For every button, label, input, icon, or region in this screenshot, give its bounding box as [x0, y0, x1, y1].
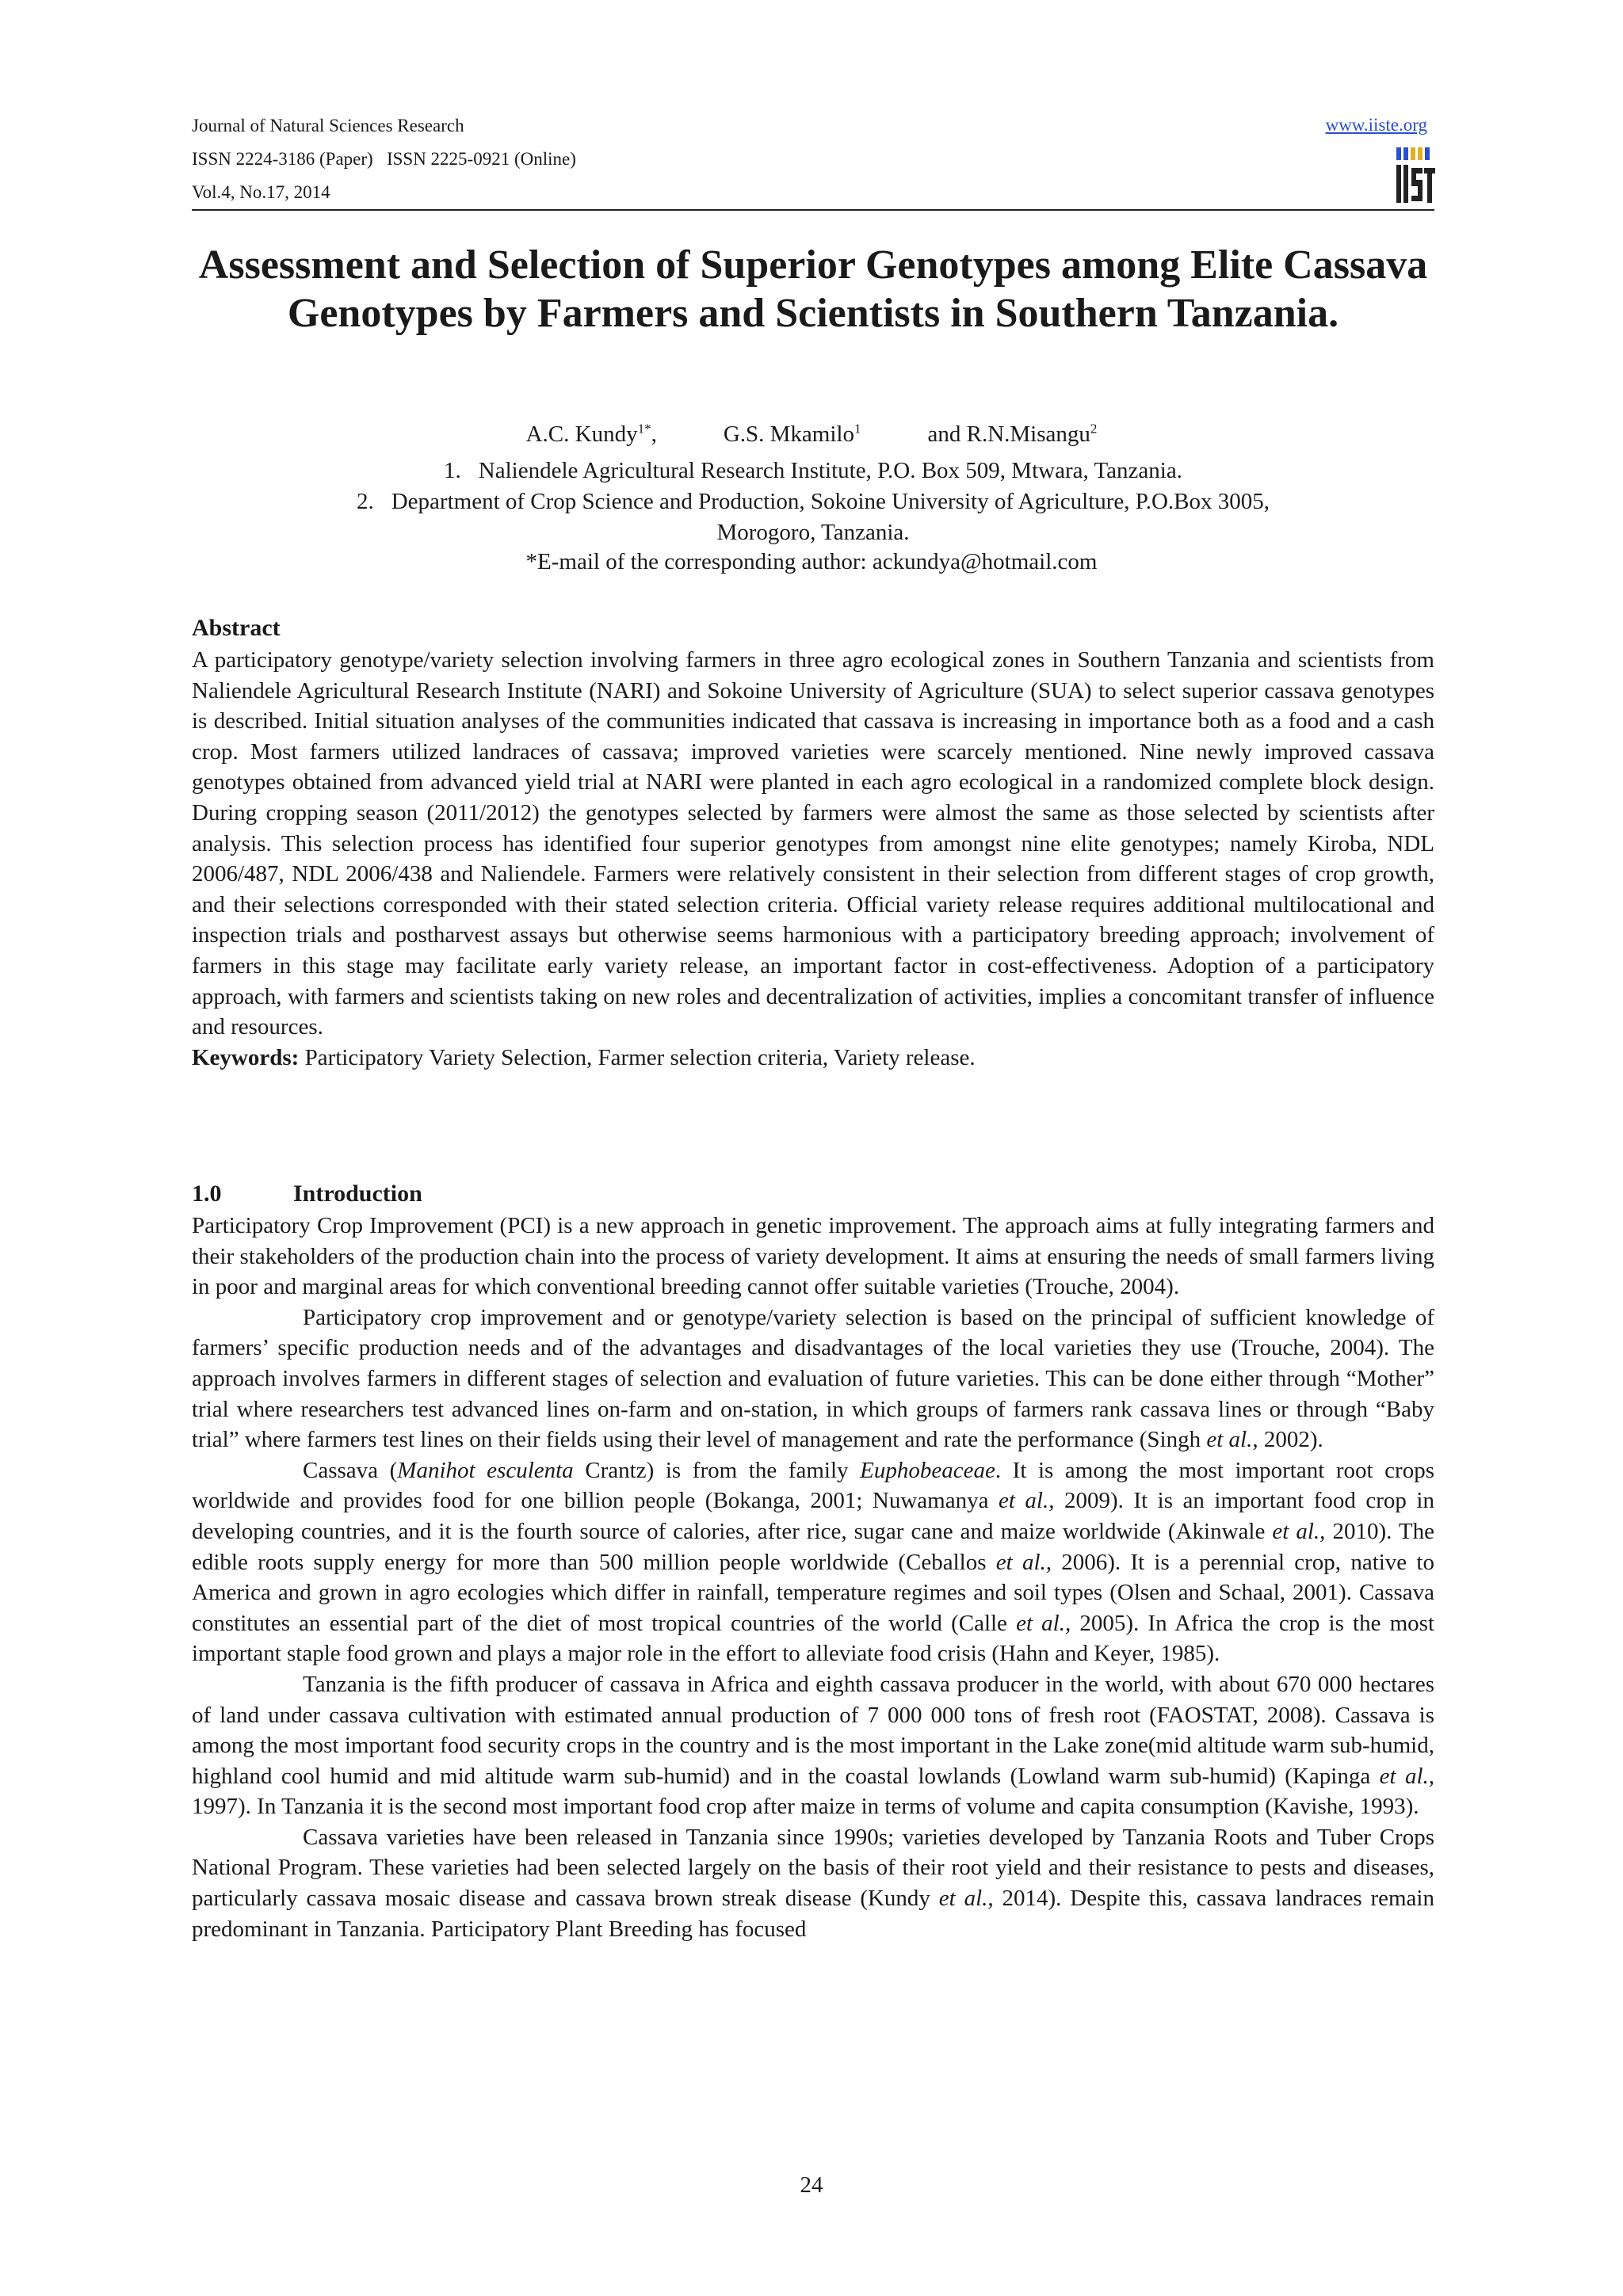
intro-heading: 1.0 Introduction — [192, 1180, 422, 1207]
abstract-body — [192, 645, 1434, 1073]
abstract-text: A participatory genotype/variety selection involving farmers in three agro ecological zones in Southern Tanzania and scientists from Naliendele Agricultural Research Institute (NARI) and Sokoine University of Agriculture (SUA) to select superior cassava genotypes is described. Initial situation analyses of the communities indicated that cassava is increasing in importance both as a food and a cash crop. Most farmers utilized landraces of cassava; improved varieties were scarcely mentioned. Nine newly improved cassava genotypes obtained from advanced yield trial at NARI were planted in each agro ecological in a randomized complete block design. During cropping season (2011/2012) the genotypes selected by farmers were almost the same as those selected by scientists after analysis. This selection process has identified four superior genotypes from amongst nine elite genotypes; namely Kiroba, NDL 2006/487, NDL 2006/438 and Naliendele. Farmers were relatively consistent in their selection from different stages of crop growth, and their selections corresponded with their stated selection criteria. Official variety release requires additional multilocational and inspection trials and postharvest assays but otherwise seems harmonious with a participatory breeding approach; involvement of farmers in this stage may facilitate early variety release, an important factor in cost-effectiveness. Adoption of a participatory approach, with farmers and scientists taking on new roles and decentralization of activities, implies a concomitant transfer of influence and resources. — [192, 647, 1434, 1040]
affiliation-1: 1. Naliendele Agricultural Research Institute, P.O. Box 509, Mtwara, Tanzania. — [444, 458, 1182, 483]
author-3: and R.N.Misangu$^2$ — [927, 421, 1098, 447]
header-rule — [192, 209, 1434, 211]
journal-name: Journal of Natural Sciences Research — [192, 116, 464, 135]
intro-paragraph-3: Cassava (Manihot esculenta Crantz) is from the family Euphobeaceae. It is among the most important root crops worldwide and provides food for one billion people (Bokanga, 2001; Nuwamanya et al., 2009). It is an important food crop in developing countries, and it is the fourth source of calories, after rice, sugar cane and maize worldwide (Akinwale et al., 2010). The edible roots supply energy for more than 500 million people worldwide (Ceballos et al., 2006). It is a perennial crop, native to America and grown in agro ecologies which differ in rainfall, temperature regimes and soil types (Olsen and Schaal, 2001). Cassava constitutes an essential part of the diet of most tropical countries of the world (Calle et al., 2005). In Africa the crop is the most important staple food grown and plays a major role in the effort to alleviate food crisis (Hahn and Keyer, 1985). — [192, 1457, 1434, 1667]
affiliation-2-city: Morogoro, Tanzania. — [716, 520, 910, 545]
page-number: 24 — [800, 2172, 823, 2198]
author-2: G.S. Mkamilo$^1$ — [723, 421, 861, 447]
author-1: A.C. Kundy$^{1*}$, — [525, 421, 657, 447]
intro-paragraph-4: Tanzania is the fifth producer of cassava in Africa and eighth cassava producer in the world, with about 670 000 hectares of land under cassava cultivation with estimated annual production of 7 000 000 tons of fresh root (FAOSTAT, 2008). Cassava is among the most important food security crops in the country and is the most important in the Lake zone(mid altitude warm sub-humid, highland cool humid and mid altitude warm sub-humid) and in the coastal lowlands (Lowland warm sub-humid) (Kapinga et al., 1997). In Tanzania it is the second most important food crop after maize in terms of volume and capita consumption (Kavishe, 1993). — [192, 1671, 1435, 1820]
intro-paragraph-1: Participatory Crop Improvement (PCI) is a new approach in genetic improvement. The approach aims at fully integrating farmers and their stakeholders of the production chain into the process of variety development. It aims at ensuring the needs of small farmers living in poor and marginal areas for which conventional breeding cannot offer suitable varieties (Trouche, 2004). — [192, 1213, 1434, 1300]
intro-paragraph-2: Participatory crop improvement and or genotype/variety selection is based on the principal of sufficient knowledge of farmers’ specific production needs and of the advantages and disadvantages of the local varieties they use (Trouche, 2004). The approach involves farmers in different stages of selection and evaluation of future varieties. This can be done either through “Mother” trial where researchers test advanced lines on-farm and on-station, in which groups of farmers rank cassava lines or through “Baby trial” where farmers test lines on their fields using their level of management and rate the performance (Singh et al., 2002). — [192, 1304, 1434, 1453]
affiliation-2: 2. Department of Crop Science and Production, Sokoine University of Agriculture, P.O.Box 3005, — [356, 489, 1270, 514]
abstract-heading: Abstract — [192, 615, 281, 641]
journal-url-link[interactable]: www.iiste.org — [1325, 115, 1427, 135]
journal-volume: Vol.4, No.17, 2014 — [192, 182, 330, 202]
author-list — [0, 420, 1623, 448]
paper-title: Assessment and Selection of Superior Genotypes among Elite Cassava Genotypes by Farmers and Scientists in Southern Tanzania. — [198, 242, 1428, 336]
corresponding-email: *E-mail of the corresponding author: ackundya@hotmail.com — [525, 549, 1098, 574]
journal-issn: ISSN 2224-3186 (Paper) ISSN 2225-0921 (Online) — [192, 149, 576, 169]
keywords-line: Keywords: Participatory Variety Selection, Farmer selection criteria, Variety release. — [192, 1044, 976, 1070]
iiste-logo — [1395, 144, 1436, 206]
intro-body — [192, 1211, 1434, 1944]
intro-paragraph-5: Cassava varieties have been released in Tanzania since 1990s; varieties developed by Tanzania Roots and Tuber Crops National Program. These varieties had been selected largely on the basis of their root yield and their resistance to pests and diseases, particularly cassava mosaic disease and cassava brown streak disease (Kundy et al., 2014). Despite this, cassava landraces remain predominant in Tanzania. Participatory Plant Breeding has focused — [192, 1824, 1434, 1942]
